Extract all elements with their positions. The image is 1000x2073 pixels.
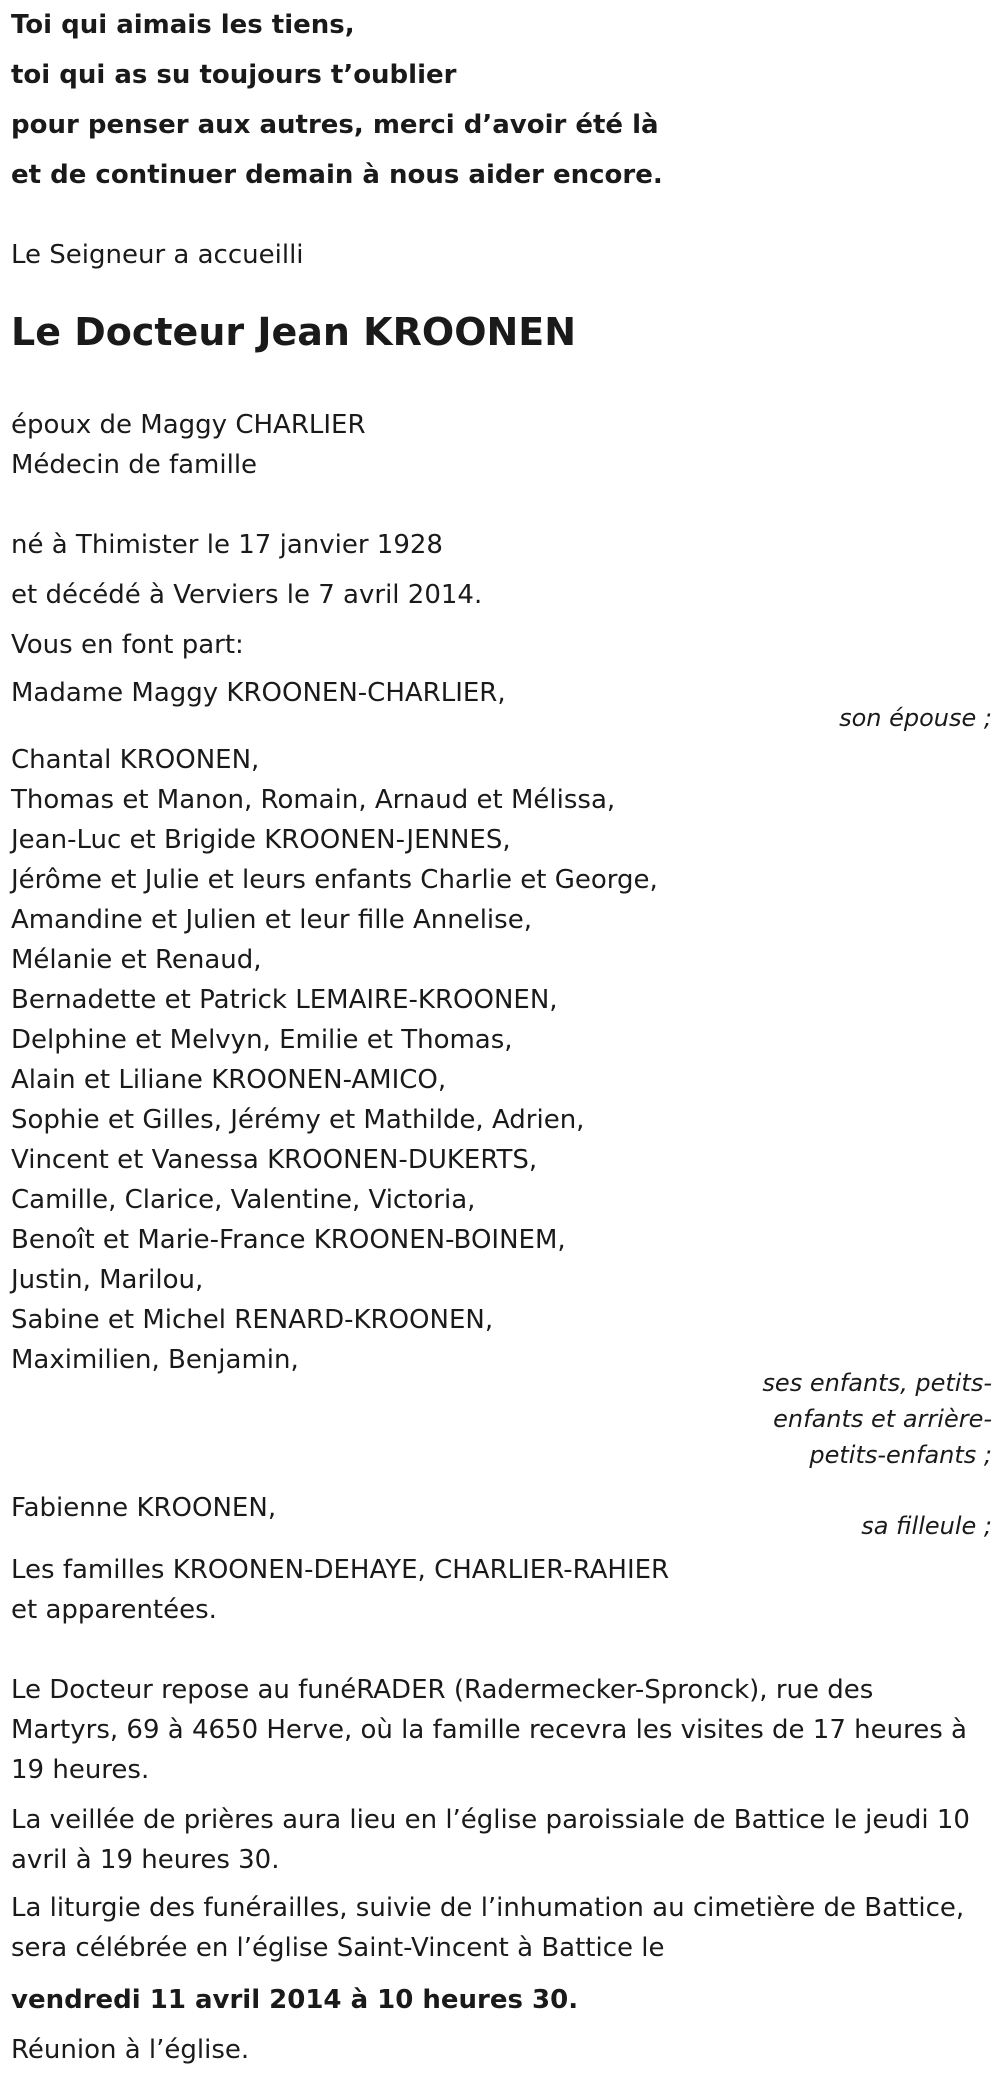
liturgy-line: sera célébrée en l’église Saint-Vincent à Battice le bbox=[11, 1933, 665, 1963]
birth-line: né à Thimister le 17 janvier 1928 bbox=[11, 530, 443, 560]
list-item: Thomas et Manon, Romain, Arnaud et Mélissa, bbox=[11, 785, 616, 815]
profession: Médecin de famille bbox=[11, 450, 258, 480]
rest-paragraph bbox=[11, 1670, 967, 1790]
vigil-line: avril à 19 heures 30. bbox=[11, 1845, 280, 1875]
wife-line: Madame Maggy KROONEN-CHARLIER, bbox=[11, 678, 506, 708]
liturgy-paragraph bbox=[11, 1888, 964, 1968]
list-item: Amandine et Julien et leur fille Annelise, bbox=[11, 905, 532, 935]
wife-label: son épouse ; bbox=[839, 704, 992, 732]
vigil-paragraph bbox=[11, 1800, 970, 1880]
goddaughter-line: Fabienne KROONEN, bbox=[11, 1493, 277, 1523]
list-item: Delphine et Melvyn, Emilie et Thomas, bbox=[11, 1025, 513, 1055]
funeral-date: vendredi 11 avril 2014 à 10 heures 30. bbox=[11, 1985, 579, 2015]
poem-line: toi qui as su toujours t’oublier bbox=[11, 60, 457, 90]
list-item: Jérôme et Julie et leurs enfants Charlie et George, bbox=[11, 865, 658, 895]
children-label-line: enfants et arrière- bbox=[773, 1405, 992, 1433]
list-item: Maximilien, Benjamin, bbox=[11, 1345, 299, 1375]
families bbox=[11, 1550, 669, 1630]
vigil-line: La veillée de prières aura lieu en l’église paroissiale de Battice le jeudi 10 bbox=[11, 1805, 970, 1835]
list-item: Sabine et Michel RENARD-KROONEN, bbox=[11, 1305, 494, 1335]
rest-line: Martyrs, 69 à 4650 Herve, où la famille recevra les visites de 17 heures à bbox=[11, 1715, 967, 1745]
list-item: Justin, Marilou, bbox=[11, 1265, 204, 1295]
deceased-name: Le Docteur Jean KROONEN bbox=[11, 310, 577, 354]
list-item: Mélanie et Renaud, bbox=[11, 945, 262, 975]
children-label bbox=[762, 1365, 992, 1473]
children-label-line: petits-enfants ; bbox=[809, 1441, 992, 1469]
poem-line: Toi qui aimais les tiens, bbox=[11, 10, 355, 40]
families-line: et apparentées. bbox=[11, 1595, 217, 1625]
list-item: Bernadette et Patrick LEMAIRE-KROONEN, bbox=[11, 985, 558, 1015]
children-list bbox=[11, 740, 658, 1380]
poem bbox=[11, 0, 663, 200]
list-item: Benoît et Marie-France KROONEN-BOINEM, bbox=[11, 1225, 566, 1255]
poem-line: pour penser aux autres, merci d’avoir été là bbox=[11, 110, 659, 140]
children-label-line: ses enfants, petits- bbox=[762, 1369, 992, 1397]
rest-line: Le Docteur repose au funéRADER (Radermecker-Spronck), rue des bbox=[11, 1675, 874, 1705]
list-item: Alain et Liliane KROONEN-AMICO, bbox=[11, 1065, 447, 1095]
spouse-line: époux de Maggy CHARLIER bbox=[11, 410, 366, 440]
list-item: Jean-Luc et Brigide KROONEN-JENNES, bbox=[11, 825, 511, 855]
list-item: Camille, Clarice, Valentine, Victoria, bbox=[11, 1185, 476, 1215]
list-item: Sophie et Gilles, Jérémy et Mathilde, Adrien, bbox=[11, 1105, 585, 1135]
liturgy-line: La liturgie des funérailles, suivie de l’inhumation au cimetière de Battice, bbox=[11, 1893, 965, 1923]
rest-line: 19 heures. bbox=[11, 1755, 150, 1785]
announce-line: Vous en font part: bbox=[11, 630, 244, 660]
goddaughter-label: sa filleule ; bbox=[861, 1512, 992, 1540]
intro-text: Le Seigneur a accueilli bbox=[11, 240, 304, 270]
meeting-line: Réunion à l’église. bbox=[11, 2035, 250, 2065]
list-item: Chantal KROONEN, bbox=[11, 745, 260, 775]
poem-line: et de continuer demain à nous aider encore. bbox=[11, 160, 663, 190]
death-line: et décédé à Verviers le 7 avril 2014. bbox=[11, 580, 483, 610]
list-item: Vincent et Vanessa KROONEN-DUKERTS, bbox=[11, 1145, 538, 1175]
families-line: Les familles KROONEN-DEHAYE, CHARLIER-RAHIER bbox=[11, 1555, 670, 1585]
